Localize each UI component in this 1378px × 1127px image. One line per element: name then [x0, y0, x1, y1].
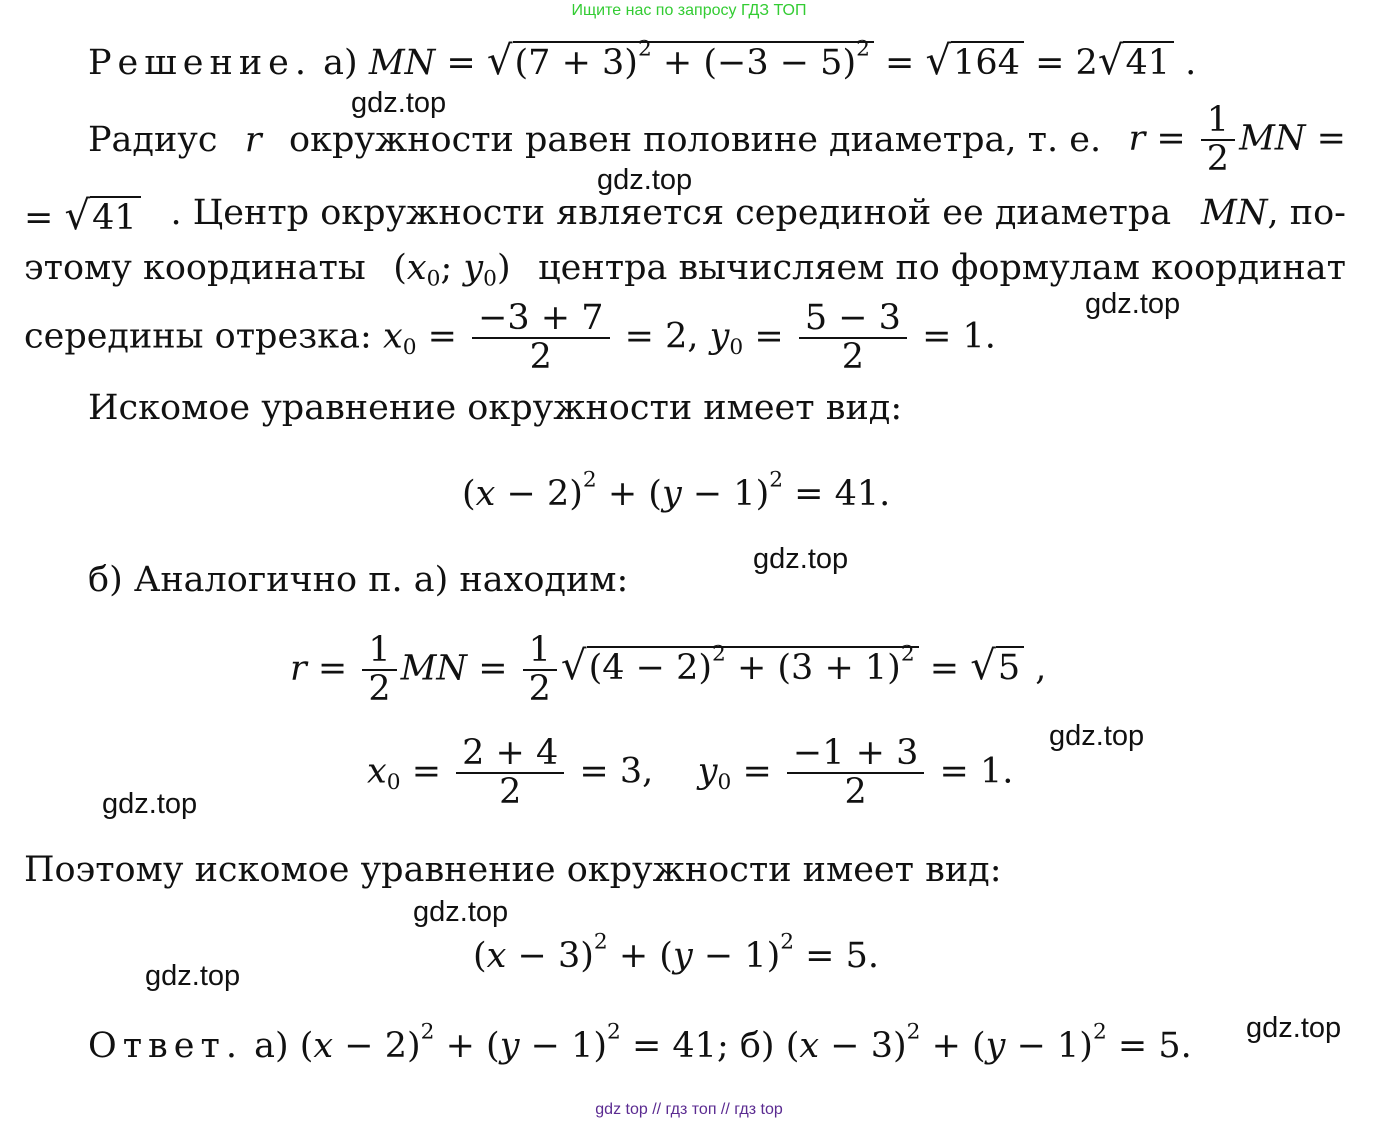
solution-line-a: Решение. а) MN = $√(7 + 3)^2 + (-3 - 5)^2 = √164 = 2√41$ . [88, 36, 1197, 84]
sqrt-expression: $√(7 + 3)^2 + (-3 - 5)^2$ [487, 38, 874, 84]
center-line: = √41 . Центр окружности является серединой ее диаметра MN, по- [24, 193, 1346, 239]
therefore-intro: Поэтому искомое уравнение окружности имеет вид: [24, 850, 1002, 890]
equation-b: $(x - 3)^2 + (y - 1)^2 = 5$. [473, 929, 880, 976]
solution-heading: Решение. [88, 43, 313, 83]
answer-line: Ответ. а) $(x - 2)^2 + (y - 1)^2 = 41$; б) $(x - 3)^2 + (y - 1)^2 = 5$. [88, 1019, 1192, 1066]
watermark: gdz.top [597, 164, 693, 196]
watermark: gdz.top [1049, 720, 1145, 752]
midpoint-line: середины отрезка: $x_0$ = $\frac{-3 + 7}{2}$ = 2, $y_0$ = $\frac{5 - 3}{2}$ = 1. [24, 298, 996, 377]
radius-line: Радиус r окружности равен половине диаметра, т. е. r = $\frac{1}{2}$ MN = [88, 100, 1346, 179]
answer-heading: Ответ. [88, 1026, 243, 1066]
part-b-intro: б) Аналогично п. а) находим: [88, 560, 629, 600]
equation-a: $(x - 2)^2 + (y - 1)^2 = 41$. [462, 467, 891, 514]
coords-line: этому координаты ($x_0$; $y_0$) центра вычисляем по формулам координат [24, 248, 1346, 292]
part-a-label: а) [323, 43, 358, 83]
center-text: . Центр окружности является серединой ее диаметра [170, 193, 1172, 233]
footer-links[interactable]: gdz top // гдз топ // гдз top [595, 1101, 783, 1118]
search-banner[interactable]: Ищите нас по запросу ГДЗ ТОП [571, 2, 807, 19]
radius-word: Радиус [88, 119, 218, 160]
watermark: gdz.top [1246, 1012, 1342, 1044]
watermark: gdz.top [145, 960, 241, 992]
watermark: gdz.top [753, 543, 849, 575]
midpoint-text: середины отрезка: [24, 316, 372, 357]
coords-text-2: центра вычисляем по формулам координат [538, 248, 1346, 288]
watermark: gdz.top [102, 788, 198, 820]
watermark: gdz.top [351, 87, 447, 119]
equation-intro: Искомое уравнение окружности имеет вид: [88, 388, 903, 428]
center-formula-b: $x_0$ = $\frac{2 + 4}{2}$ = 3, $y_0$ = $\frac{-1 + 3}{2}$ = 1. [367, 733, 1014, 812]
watermark: gdz.top [1085, 288, 1181, 320]
radius-formula-b: r = $\frac{1}{2}$ MN = $\frac{1}{2}$ $√(4 - 2)^2 + (3 + 1)^2 = √5$ , [290, 630, 1047, 709]
watermark: gdz.top [413, 896, 509, 928]
radius-text: окружности равен половине диаметра, т. е. [289, 119, 1102, 160]
coords-text-1: этому координаты [24, 248, 366, 288]
